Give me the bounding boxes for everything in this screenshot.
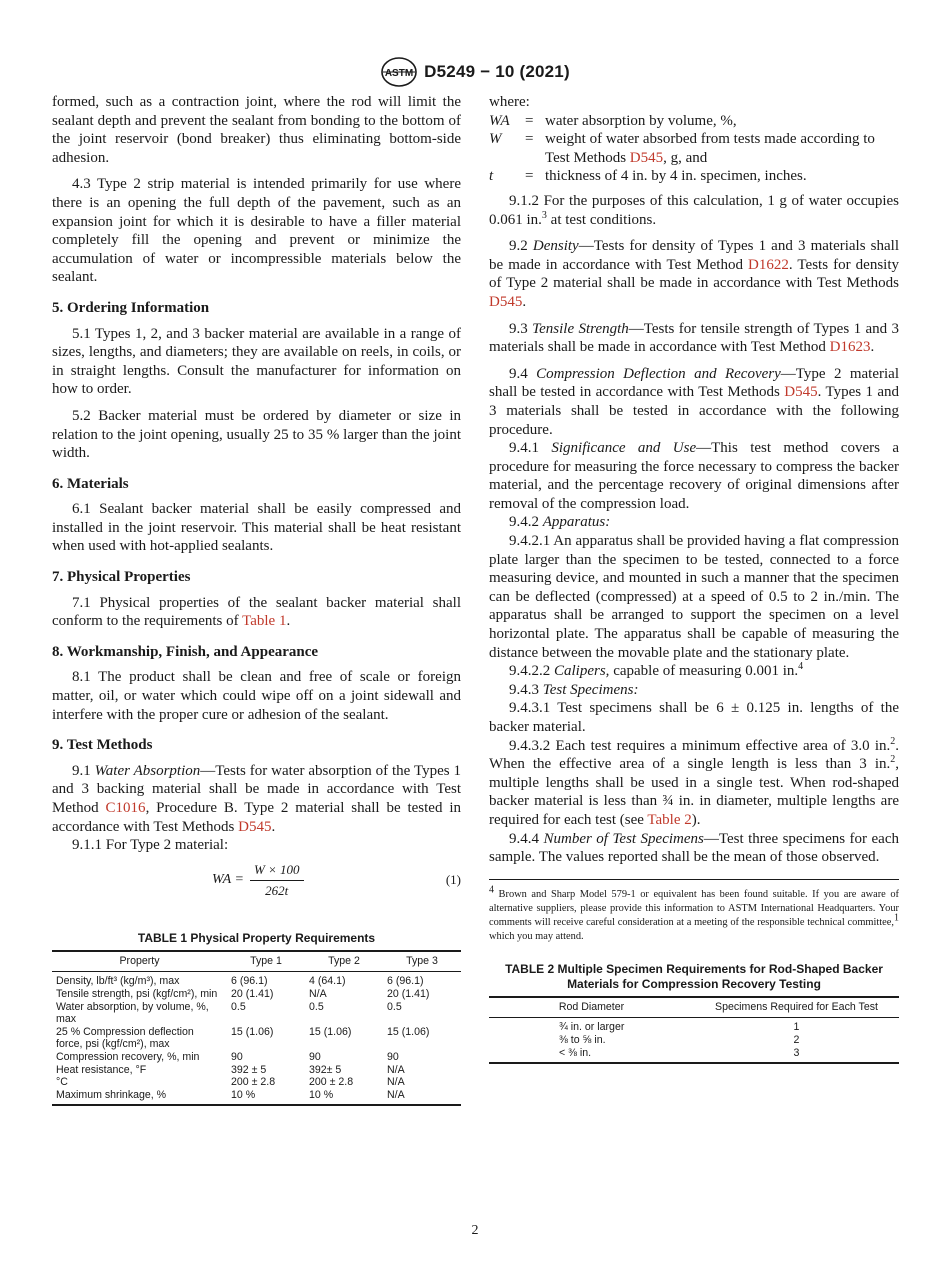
definition-symbol: t xyxy=(489,168,494,185)
table-cell: 0.5 xyxy=(309,1000,324,1013)
subsection-title: Apparatus: xyxy=(542,514,611,531)
table-cell: 0.5 xyxy=(231,1000,246,1013)
table-cell: Tensile strength, psi (kgf/cm²), min xyxy=(56,987,218,1000)
text-span: Brown and Sharp Model 579-1 or equivalent has been found suitable. If you are aware of alternative suppliers, please provide this information to ASTM International Headquarters. Your comments will receive careful consideration at a meeting of the responsible technical committee, xyxy=(489,888,899,928)
table-row xyxy=(52,988,461,1001)
subsection-title: Test Specimens: xyxy=(542,681,639,698)
table-header-cell: Type 3 xyxy=(383,951,461,972)
text-span: 9.4.1 xyxy=(509,440,552,457)
text-span: ). xyxy=(691,811,701,828)
table-cell: 90 xyxy=(387,1050,399,1063)
text-span: . xyxy=(870,339,875,356)
right-column xyxy=(489,93,899,1064)
paragraph-9-4-3-1: 9.4.3.1 Test specimens shall be 6 ± 0.125 in. lengths of the backer material. xyxy=(489,700,899,735)
table-1-link[interactable]: Table 1 xyxy=(242,613,287,630)
paragraph-9-4-4 xyxy=(489,830,899,867)
paragraph-9-4 xyxy=(489,365,899,439)
text-span: 9.3 xyxy=(509,320,533,337)
table-cell: 90 xyxy=(231,1050,243,1063)
paragraph-5-2: 5.2 Backer material must be ordered by diameter or size in relation to the joint opening, usually 25 to 35 % larger than the joint width. xyxy=(52,407,461,462)
table-row xyxy=(52,1089,461,1106)
table-2 xyxy=(489,996,899,1064)
footnote-ref: 4 xyxy=(798,661,804,673)
section-5-heading: 5. Ordering Information xyxy=(52,299,210,316)
equation-number: (1) xyxy=(445,872,461,888)
d1623-link[interactable]: D1623 xyxy=(829,339,871,356)
text-span: weight of water absorbed from tests made according to Test Methods xyxy=(545,131,875,166)
text-span: 9.4.3 xyxy=(509,681,543,698)
c1016-link[interactable]: C1016 xyxy=(105,800,146,816)
table-row xyxy=(52,1064,461,1077)
table-header-cell: Property xyxy=(52,951,227,972)
table-row xyxy=(489,1034,899,1047)
text-span: 9.4.2 xyxy=(509,514,543,531)
superscript: 2 xyxy=(890,735,896,747)
table-cell: N/A xyxy=(309,987,327,1000)
table-2-caption: TABLE 2 Multiple Specimen Requirements for Rod-Shaped Backer Materials for Compression Recovery Testing xyxy=(505,961,883,991)
paragraph-9-1 xyxy=(52,762,461,836)
table-cell: ¾ in. or larger xyxy=(559,1021,625,1034)
table-cell: Water absorption, by volume, %, max xyxy=(56,1000,209,1026)
table-cell: Density, lb/ft³ (kg/m³), max xyxy=(56,975,180,988)
footnote-marker: 1 xyxy=(894,912,899,924)
table-cell: 10 % xyxy=(231,1088,256,1101)
paragraph-9-4-3 xyxy=(489,681,899,700)
table-cell: 4 (64.1) xyxy=(309,975,346,988)
equation-numerator: W × 100 xyxy=(250,861,304,882)
subsection-title: Significance and Use xyxy=(551,440,697,457)
equation-denominator: 262t xyxy=(265,883,289,899)
table-row xyxy=(52,972,461,988)
table-cell: N/A xyxy=(387,1076,405,1089)
paragraph-9-3 xyxy=(489,320,899,357)
text-span: —Tests for tensile strength of Types 1 and 3 materials shall be made in accordance with Test Method xyxy=(489,320,900,356)
text-span: —Tests for density of Types 1 and 3 materials shall be made in accordance with Test Method xyxy=(489,238,900,273)
left-column xyxy=(52,93,461,1106)
text-span: . xyxy=(286,613,291,630)
definition-text xyxy=(545,112,899,131)
footnote-marker: 4 xyxy=(489,884,494,896)
text-span: . xyxy=(522,293,527,310)
text-span: , Procedure B. Type 2 material shall be tested in accordance with Test Methods xyxy=(52,800,462,835)
text-span: . Tests for density of Type 2 material shall be made in accordance with Test Methods xyxy=(489,256,899,292)
paragraph-9-1-2 xyxy=(489,192,899,229)
table-cell: 6 (96.1) xyxy=(387,975,424,988)
text-span: capable of measuring 0.001 in. xyxy=(609,663,799,680)
table-cell: Heat resistance, °F xyxy=(56,1063,147,1076)
text-span: . Types 1 and 3 materials shall be tested in accordance with the following procedure. xyxy=(489,384,900,438)
table-cell: < ⅜ in. xyxy=(559,1046,592,1059)
table-cell: Compression recovery, %, min xyxy=(56,1050,200,1063)
table-row xyxy=(52,1076,461,1089)
spacer xyxy=(489,944,899,962)
table-cell: 25 % Compression deflection force, psi (kgf/cm²), max xyxy=(56,1025,194,1051)
text-span: , g, and xyxy=(663,149,708,166)
paragraph-4-3: 4.3 Type 2 strip material is intended primarily for use where there is an opening the full depth of the pavement, such as an expansion joint for which it is desirable to have a filler material completely fill the opening and prevent or minimize the accumulation of water or incompressible materials below the sealant. xyxy=(52,176,461,286)
table-cell: 3 xyxy=(793,1046,800,1059)
d545-link[interactable]: D545 xyxy=(238,818,272,835)
definition-symbol: W xyxy=(489,131,502,148)
table-cell: N/A xyxy=(387,1088,405,1101)
text-span: at test conditions. xyxy=(546,211,657,228)
equation-lhs: WA = xyxy=(212,872,244,888)
table-cell: ⅜ to ⅝ in. xyxy=(559,1033,606,1046)
table-cell: 200 ± 2.8 xyxy=(231,1076,276,1089)
svg-text:ASTM: ASTM xyxy=(385,68,414,79)
text-span: 9.4.4 xyxy=(509,830,544,847)
table-header-cell: Type 1 xyxy=(227,951,305,972)
spacer xyxy=(52,905,461,931)
subsection-title: Number of Test Specimens xyxy=(543,830,704,847)
table-header-cell: Type 2 xyxy=(305,951,383,972)
table-cell: 15 (1.06) xyxy=(309,1025,352,1038)
table-row xyxy=(489,1047,899,1064)
text-span: 9.4.3.2 Each test requires a minimum effective area of 3.0 in. xyxy=(509,737,891,754)
d1622-link[interactable]: D1622 xyxy=(748,256,789,273)
superscript: 2 xyxy=(890,754,896,766)
document-designation: D5249 − 10 (2021) xyxy=(424,61,570,81)
table-cell: N/A xyxy=(387,1063,405,1076)
where-label: where: xyxy=(489,94,530,110)
table-cell: 15 (1.06) xyxy=(231,1025,274,1038)
paragraph-continued: formed, such as a contraction joint, where the rod will limit the sealant depth and prevent the sealant from bonding to the bottom of the joint reservoir (bond breaker) thus eliminating bottom-side adhesion. xyxy=(52,94,461,166)
text-span: 9.2 xyxy=(509,238,533,255)
subsection-title: Tensile Strength xyxy=(532,320,629,337)
paragraph-7-1 xyxy=(52,594,461,631)
definition-equals: = xyxy=(525,131,534,148)
definition-text xyxy=(545,130,899,167)
text-span: —Test three specimens for each sample. The values reported shall be the mean of those observed. xyxy=(489,830,899,866)
table-cell: 0.5 xyxy=(387,1000,402,1013)
table-row xyxy=(489,1018,899,1034)
table-cell: 1 xyxy=(793,1021,800,1034)
table-cell: 2 xyxy=(793,1033,800,1046)
table-cell: 392± 5 xyxy=(309,1063,342,1076)
page-header xyxy=(0,56,950,88)
table-1-caption: TABLE 1 Physical Property Requirements xyxy=(137,930,376,945)
table-row xyxy=(52,1026,461,1051)
table-header-cell: Rod Diameter xyxy=(489,997,694,1018)
paragraph-9-4-2-1: 9.4.2.1 An apparatus shall be provided having a flat compression plate larger than the specimen to be tested, connected to a force measuring device, and mounted in such a manner that the specimen can be deflected (compressed) at a speed of 0.5 to 2 in./min. The apparatus shall be arranged to support the specimen on a level horizontal plate. The apparatus shall be capable of measuring the distance between the movable plate and the stationary plate. xyxy=(489,533,899,661)
text-span: water absorption by volume, %, xyxy=(545,112,737,129)
paragraph-8-1: 8.1 The product shall be clean and free of scale or foreign matter, oil, or water which could wipe off on a joint sidewall and interfere with the proper cure or adhesion of the sealant. xyxy=(52,669,461,723)
subsection-title: Density xyxy=(532,238,579,255)
text-span: thickness of 4 in. by 4 in. specimen, inches. xyxy=(545,168,807,185)
paragraph-9-1-1: 9.1.1 For Type 2 material: xyxy=(72,837,229,854)
text-span: , multiple lengths shall be used in a single test. When rod-shaped backer material is less than ¾ in. in diameter, multiple lengths are required for each test (see xyxy=(489,756,899,828)
page-number: 2 xyxy=(471,1223,479,1238)
section-9-heading: 9. Test Methods xyxy=(52,737,153,754)
table-cell: 392 ± 5 xyxy=(231,1063,267,1076)
variable-definitions xyxy=(489,112,899,186)
text-span: . When the effective area of a single length is less than 3 in. xyxy=(489,737,899,773)
table-header-row xyxy=(52,951,461,972)
table-cell: 200 ± 2.8 xyxy=(309,1076,354,1089)
text-span: 9.4 xyxy=(509,365,537,382)
d545-link[interactable]: D545 xyxy=(629,149,664,166)
text-span: —This test method covers a procedure for measuring the force necessary to compress the backer material, and the percentage recovery of original dimensions after removal of the compression load. xyxy=(489,440,899,512)
text-span: 9.1 xyxy=(72,762,95,779)
section-8-heading: 8. Workmanship, Finish, and Appearance xyxy=(52,643,319,660)
text-span: which you may attend. xyxy=(489,930,584,942)
definition-row xyxy=(489,167,899,186)
paragraph-5-1: 5.1 Types 1, 2, and 3 backer material are available in a range of sizes, lengths, and diameters; they are available on reels, in coils, or in straight lengths. Consult the manufacturer for information on how to order. xyxy=(52,325,461,398)
text-span: 9.4.2.2 xyxy=(509,663,554,680)
subsection-title: Compression Deflection and Recovery xyxy=(536,365,781,382)
paragraph-9-4-2 xyxy=(489,513,899,532)
d545-link[interactable]: D545 xyxy=(489,293,523,310)
paragraph-9-4-3-2 xyxy=(489,737,899,830)
table-cell: 90 xyxy=(309,1050,321,1063)
paragraph-9-4-1 xyxy=(489,439,899,513)
text-span: 9.1.2 For the purposes of this calculation, 1 g of water occupies 0.061 in. xyxy=(489,192,899,228)
paragraph-9-2 xyxy=(489,237,899,311)
table-header-row xyxy=(489,997,899,1018)
section-6-heading: 6. Materials xyxy=(52,475,129,492)
table-cell: 6 (96.1) xyxy=(231,975,268,988)
table-cell: 20 (1.41) xyxy=(231,987,274,1000)
definition-row xyxy=(489,130,899,167)
definition-equals: = xyxy=(525,168,534,185)
text-span: 7.1 Physical properties of the sealant backer material shall conform to the requirements of xyxy=(52,594,461,630)
astm-logo-icon xyxy=(380,56,418,88)
equation-1 xyxy=(52,859,461,903)
table-cell: 10 % xyxy=(309,1088,334,1101)
subsection-title: Water Absorption xyxy=(94,762,201,779)
table-row xyxy=(52,1051,461,1064)
text-span: —Type 2 material shall be tested in accordance with Test Methods xyxy=(489,365,899,401)
paragraph-9-4-2-2 xyxy=(489,662,899,681)
footnote-4 xyxy=(489,879,899,944)
definition-equals: = xyxy=(525,112,534,129)
subsection-title: Calipers, xyxy=(554,663,610,680)
definition-text xyxy=(545,167,899,186)
section-7-heading: 7. Physical Properties xyxy=(52,569,191,586)
text-span: —Tests for water absorption of the Types 1 and 3 backing material shall be made in accordance with Test Method xyxy=(52,762,461,816)
table-cell: 20 (1.41) xyxy=(387,987,430,1000)
table-2-link[interactable]: Table 2 xyxy=(647,811,692,828)
table-cell: °C xyxy=(56,1076,68,1089)
d545-link[interactable]: D545 xyxy=(784,384,818,401)
equation-fraction xyxy=(250,861,304,901)
table-row xyxy=(52,1001,461,1026)
definition-row xyxy=(489,112,899,131)
table-cell: 15 (1.06) xyxy=(387,1025,430,1038)
table-cell: Maximum shrinkage, % xyxy=(56,1088,167,1101)
text-span: . xyxy=(271,818,276,835)
table-header-cell: Specimens Required for Each Test xyxy=(694,997,899,1018)
definition-symbol: WA xyxy=(489,112,510,129)
superscript: 3 xyxy=(541,209,547,221)
paragraph-6-1: 6.1 Sealant backer material shall be easily compressed and installed in the joint reservoir. This material shall be heat resistant when used with hot-applied sealants. xyxy=(52,501,461,555)
table-1 xyxy=(52,950,461,1107)
